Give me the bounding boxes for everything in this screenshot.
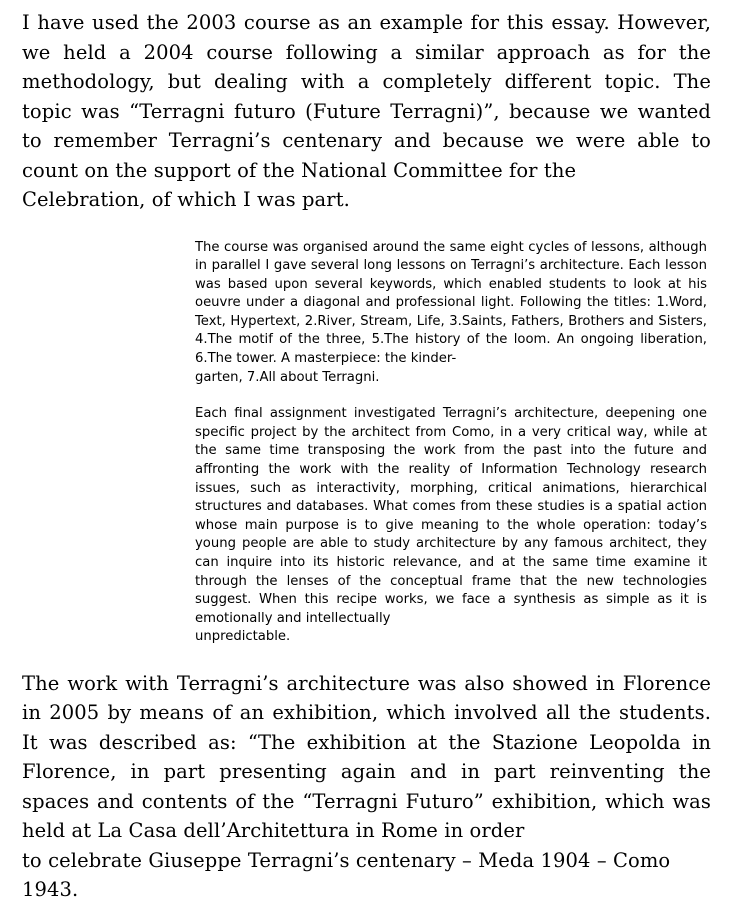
quote-paragraph-two: [195, 405, 707, 647]
intro-paragraph-last-line: Celebration, of which I was part.: [22, 188, 350, 211]
quote-paragraph-one-last-line: garten, 7.All about Terragni.: [195, 369, 380, 385]
quote-paragraph-one-text: The course was organised around the same eight cycles of lessons, although in parallel I gave several long lessons on Terragni’s architecture. Each lesson was based upon several keywords, which enabled students to look at his oeuvre under a diagonal and professional light. Following the titles: 1.Word, Text, Hypertext, 2.River, Stream, Life, 3.Saints, Fathers, Brothers and Sisters, 4.The motif of the three, 5.The history of the loom. An ongoing liberation, 6.The tower. A masterpiece: the kinder-: [195, 239, 707, 367]
closing-paragraph-last-line: to celebrate Giuseppe Terragni’s centenary – Meda 1904 – Como 1943.: [22, 848, 671, 902]
quote-paragraph-one: [195, 239, 707, 388]
closing-paragraph-text: The work with Terragni’s architecture was also showed in Florence in 2005 by means of an exhibition, which involved all the students. It was described as: “The exhibition at the Stazione Leopolda in Florence, in part presenting again and in part reinventing the spaces and contents of the “Terragni Futuro” exhibition, which was held at La Casa dell’Architettura in Rome in order: [22, 671, 711, 843]
intro-paragraph-text: I have used the 2003 course as an example for this essay. However, we held a 2004 course following a similar approach as for the methodology, but dealing with a completely different topic. The topic was “Terragni futuro (Future Terragni)”, because we wanted to remember Terragni’s centenary and because we were able to count on the support of the National Committee for the: [22, 11, 711, 182]
intro-paragraph: [22, 8, 711, 215]
indented-quote-block: [195, 239, 707, 647]
quote-paragraph-two-text: Each final assignment investigated Terragni’s architecture, deepening one specific project by the architect from Como, in a very critical way, while at the same time transposing the work from the past into the future and affronting the work with the reality of Information Technology research issues, such as interactivity, morphing, critical animations, hierarchical structures and databases. What comes from these studies is a spatial action whose main purpose is to give meaning to the whole operation: today’s young people are able to study architecture by any famous architect, they can inquire into its historic relevance, and at the same time examine it through the lenses of the conceptual frame that the new technologies suggest. When this recipe works, we face a synthesis as simple as it is emotionally and intellectually: [195, 406, 707, 626]
quote-paragraph-two-last-line: unpredictable.: [195, 629, 291, 645]
closing-paragraph: [22, 669, 711, 905]
